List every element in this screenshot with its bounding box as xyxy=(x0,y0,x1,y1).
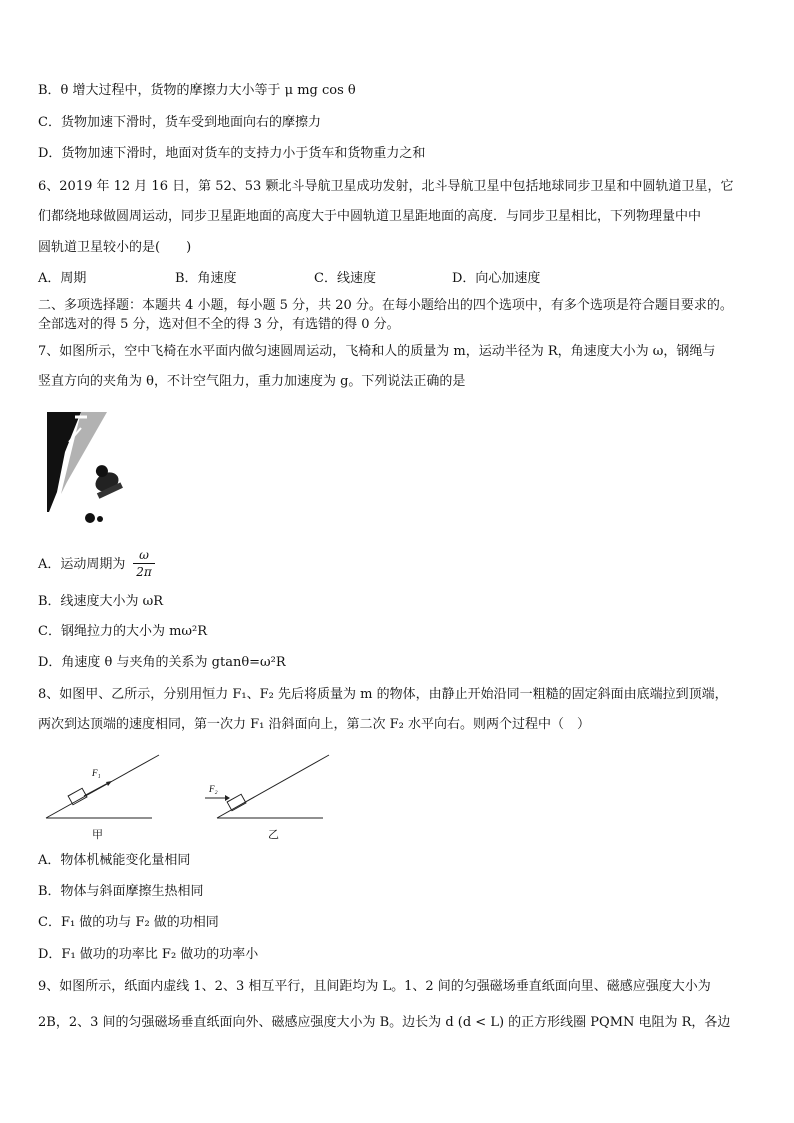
q6-option-a: A．周期 xyxy=(38,271,87,286)
q8-option-c: C．F₁ 做的功与 F₂ 做的功相同 xyxy=(38,915,219,930)
q7-option-d: D．角速度 θ 与夹角的关系为 gtanθ=ω²R xyxy=(38,655,286,670)
section-2-instruction-line2: 全部选对的得 5 分，选对但不全的得 3 分，有选错的得 0 分。 xyxy=(38,317,400,332)
fraction-numerator: ω xyxy=(139,548,149,562)
force-label-f2: F₂ xyxy=(209,784,218,794)
question-8-line2: 两次到达顶端的速度相同，第一次力 F₁ 沿斜面向上，第二次 F₂ 水平向右。则两个过程中（ ） xyxy=(38,717,590,732)
q8-option-a: A．物体机械能变化量相同 xyxy=(38,853,191,868)
q7-option-a: A．运动周期为 xyxy=(38,557,126,572)
force-label-f1: F₁ xyxy=(92,768,101,778)
q6-option-d: D．向心加速度 xyxy=(452,271,541,286)
q7-option-b: B．线速度大小为 ωR xyxy=(38,594,164,609)
q6-option-b: B．角速度 xyxy=(175,271,237,286)
figure-caption-jia: 甲 xyxy=(92,828,103,841)
q8-option-d: D．F₁ 做功的功率比 F₂ 做功的功率小 xyxy=(38,947,259,962)
question-6-line1: 6、2019 年 12 月 16 日，第 52、53 颗北斗导航卫星成功发射，北斗导航卫星中包括地球同步卫星和中圆轨道卫星，它 xyxy=(38,179,734,194)
swing-chair-photo xyxy=(47,412,147,527)
option-b-q5: B．θ 增大过程中，货物的摩擦力大小等于 μ mg cos θ xyxy=(38,83,356,98)
question-9-line2: 2B，2、3 间的匀强磁场垂直纸面向外、磁感应强度大小为 B。边长为 d (d < L) 的正方形线圈 PQMN 电阻为 R，各边 xyxy=(38,1015,731,1030)
section-2-instruction-line1: 二、多项选择题：本题共 4 小题，每小题 5 分，共 20 分。在每小题给出的四个选项中，有多个选项是符合题目要求的。 xyxy=(38,298,733,313)
q8-option-b: B．物体与斜面摩擦生热相同 xyxy=(38,884,204,899)
figure-caption-yi: 乙 xyxy=(268,828,279,841)
incline-figure-jia xyxy=(44,752,164,822)
fraction-bar xyxy=(133,563,155,564)
question-9-line1: 9、如图所示，纸面内虚线 1、2、3 相互平行，且间距均为 L。1、2 间的匀强磁场垂直纸面向里、磁感应强度大小为 xyxy=(38,979,711,994)
incline-figure-yi xyxy=(205,752,335,822)
question-7-line2: 竖直方向的夹角为 θ，不计空气阻力，重力加速度为 g。下列说法正确的是 xyxy=(38,374,466,389)
q7-option-c: C．钢绳拉力的大小为 mω²R xyxy=(38,624,208,639)
question-6-line2: 们都绕地球做圆周运动，同步卫星距地面的高度大于中圆轨道卫星距地面的高度．与同步卫星相比，下列物理量中中 xyxy=(38,209,702,224)
question-8-line1: 8、如图甲、乙所示，分别用恒力 F₁、F₂ 先后将质量为 m 的物体，由静止开始沿同一粗糙的固定斜面由底端拉到顶端， xyxy=(38,687,728,702)
option-c-q5: C．货物加速下滑时，货车受到地面向右的摩擦力 xyxy=(38,115,321,130)
option-d-q5: D．货物加速下滑时，地面对货车的支持力小于货车和货物重力之和 xyxy=(38,146,426,161)
q6-option-c: C．线速度 xyxy=(314,271,376,286)
q7-option-a-fraction xyxy=(133,548,155,579)
question-7-line1: 7、如图所示，空中飞椅在水平面内做匀速圆周运动，飞椅和人的质量为 m，运动半径为 R，角速度大小为 ω，钢绳与 xyxy=(38,344,716,359)
question-6-line3: 圆轨道卫星较小的是( ) xyxy=(38,240,192,255)
fraction-denominator: 2π xyxy=(136,565,152,579)
